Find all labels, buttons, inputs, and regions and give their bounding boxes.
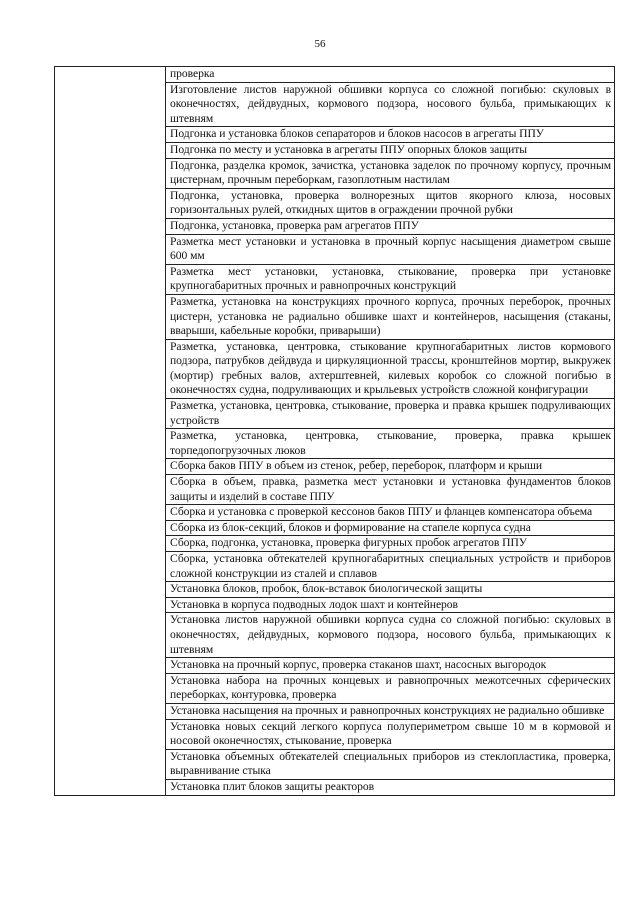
right-column-cell — [166, 67, 615, 796]
table-entry: Установка блоков, пробок, блок-вставок биологической защиты — [166, 582, 614, 598]
table-entry: Установка объемных обтекателей специальных приборов из стеклопластика, проверка, выравнивание стыка — [166, 750, 614, 780]
work-list-table — [54, 66, 615, 796]
page-number: 56 — [314, 38, 326, 50]
table-entry: Изготовление листов наружной обшивки корпуса со сложной погибью: скуловых в оконечностях, дейдвудных, кормового подзора, носового бульба, примыкающих к штевням — [166, 83, 614, 128]
table-entry: Установка плит блоков защиты реакторов — [170, 779, 375, 793]
table-entry: Сборка из блок-секций, блоков и формирование на стапеле корпуса судна — [166, 521, 614, 537]
table-entry: проверка — [166, 67, 614, 83]
table-entry: Подгонка по месту и установка в агрегаты ППУ опорных блоков защиты — [166, 143, 614, 159]
table-entry: Установка листов наружной обшивки корпуса судна со сложной погибью: скуловых в оконечностях, дейдвудных, кормового подзора, носового бульба, примыкающих к штевням — [166, 613, 614, 658]
table-entry: Установка новых секций легкого корпуса полупериметром свыше 10 м в кормовой и носовой оконечностях, стыкование, проверка — [166, 720, 614, 750]
table-entry: Разметка, установка на конструкциях прочного корпуса, прочных переборок, прочных цистерн, установка не радиально обшивке шахт и контейнеров, насыщения (стаканы, вварыши, кабельные коробки, приварыши) — [166, 295, 614, 340]
table-entry: Установка набора на прочных концевых и равнопрочных межотсечных сферических переборках, контуровка, проверка — [166, 674, 614, 704]
table-entry: Разметка мест установки, установка, стыкование, проверка при установке крупногабаритных прочных и равнопрочных конструкций — [166, 265, 614, 295]
table-entry: Разметка, установка, центровка, стыкование крупногабаритных листов кормового подзора, патрубков дейдвуда и циркуляционной трассы, кронштейнов мортир, выкружек (мортир) гребных валов, ахтерштевней, килевых коробок со сложной погибью в оконечностях судна, подруливающих и крыльевых устройств сложной конфигурации — [166, 340, 614, 399]
table-entry: Сборка, подгонка, установка, проверка фигурных пробок агрегатов ППУ — [166, 536, 614, 552]
table-entry: Установка на прочный корпус, проверка стаканов шахт, насосных выгородок — [166, 658, 614, 674]
table-entry: Сборка, установка обтекателей крупногабаритных специальных устройств и приборов сложной конструкции из сталей и сплавов — [166, 552, 614, 582]
table-entry: Разметка, установка, центровка, стыкование, проверка и правка крышек подруливающих устройств — [166, 399, 614, 429]
table-entry: Установка насыщения на прочных и равнопрочных конструкциях не радиально обшивке — [166, 704, 614, 720]
table-entry: Подгонка, установка, проверка волнорезных щитов якорного клюза, носовых горизонтальных рулей, откидных щитов в ограждении прочной рубки — [166, 189, 614, 219]
table-entry: Сборка баков ППУ в объем из стенок, ребер, переборок, платформ и крыши — [166, 459, 614, 475]
table-entry: Подгонка и установка блоков сепараторов и блоков насосов в агрегаты ППУ — [166, 127, 614, 143]
table-entry: Сборка и установка с проверкой кессонов баков ППУ и фланцев компенсатора объема — [166, 505, 614, 521]
left-column-cell — [55, 67, 166, 796]
table-entry: Подгонка, разделка кромок, зачистка, установка заделок по прочному корпусу, прочным цистернам, прочным переборкам, газоплотным настилам — [166, 159, 614, 189]
table-entry: Подгонка, установка, проверка рам агрегатов ППУ — [166, 219, 614, 235]
table-entry: Установка в корпуса подводных лодок шахт и контейнеров — [166, 598, 614, 614]
table-entry: Разметка, установка, центровка, стыкование, проверка, правка крышек торпедопогрузочных люков — [166, 429, 614, 459]
table-entry: Разметка мест установки и установка в прочный корпус насыщения диаметром свыше 600 мм — [166, 235, 614, 265]
table-entry: Сборка в объем, правка, разметка мест установки и установка фундаментов блоков защиты и изделий в составе ППУ — [166, 475, 614, 505]
table-row — [55, 67, 615, 796]
